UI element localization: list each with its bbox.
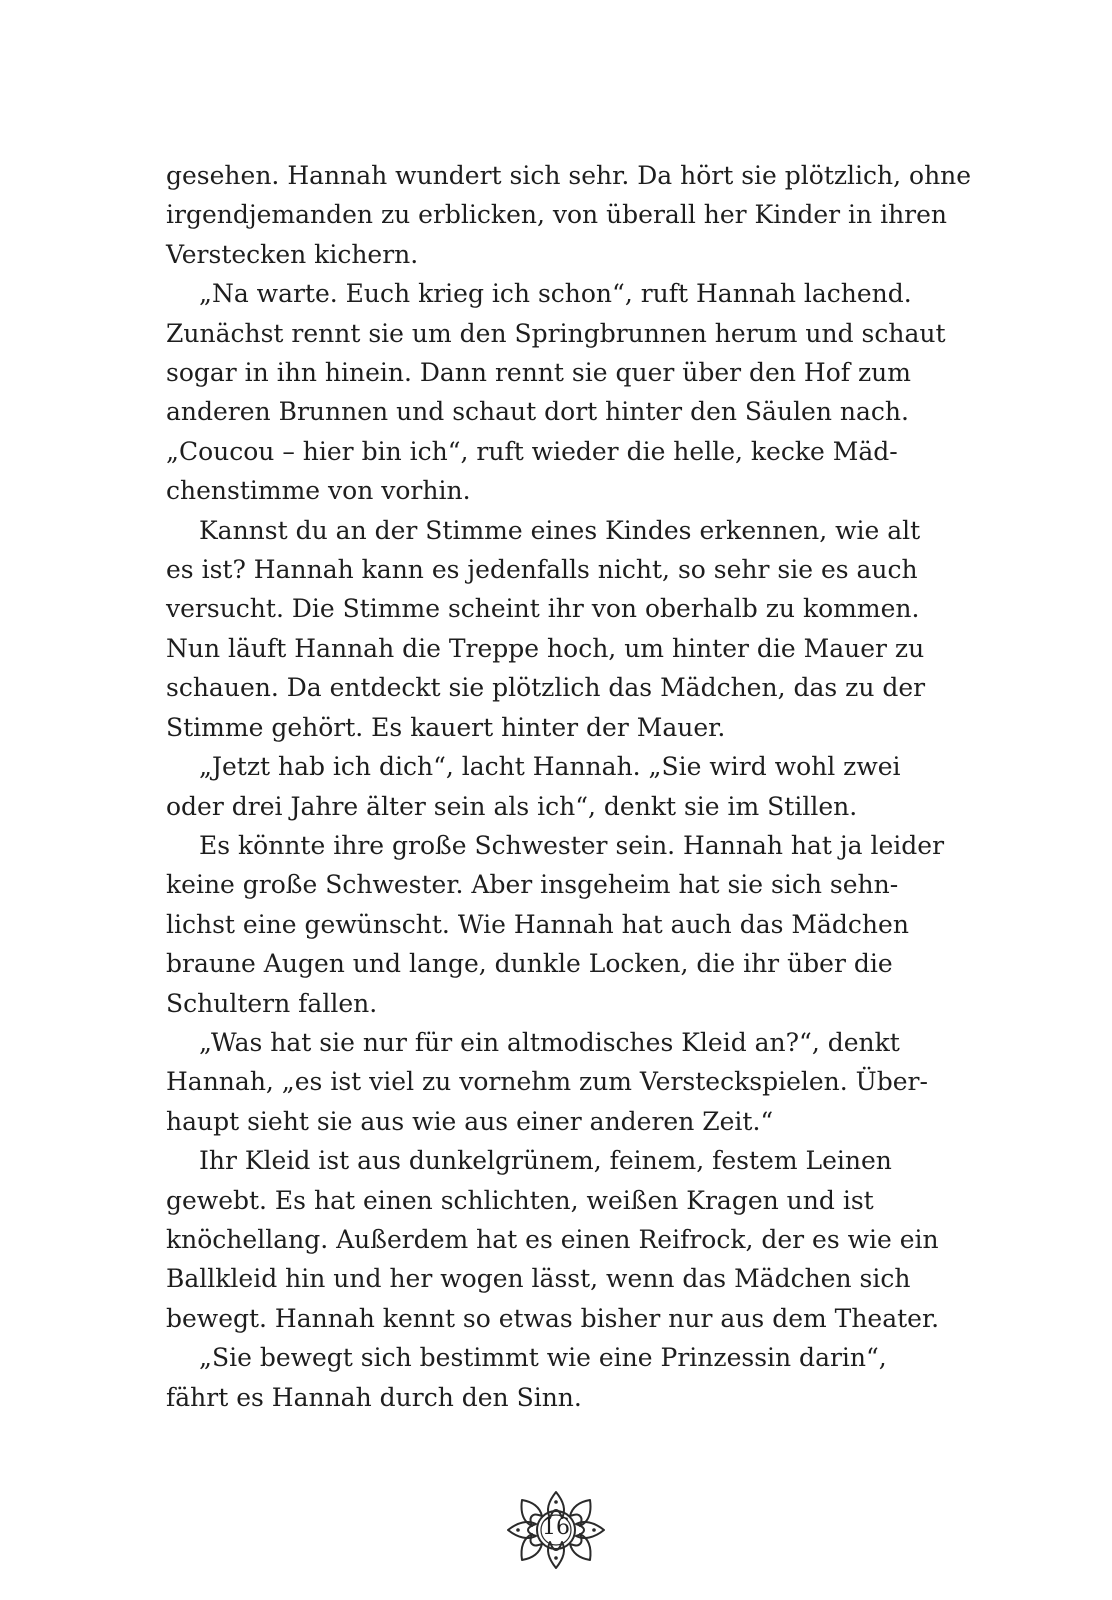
text-line: Es könnte ihre große Schwester sein. Hannah hat ja leider (199, 830, 945, 860)
page-number: 16 (542, 1515, 570, 1540)
text-line: „Was hat sie nur für ein altmodisches Kleid an?“, denkt (199, 1027, 900, 1057)
text-line: gewebt. Es hat einen schlichten, weißen Kragen und ist (166, 1185, 874, 1215)
text-line: keine große Schwester. Aber insgeheim hat sie sich sehn- (166, 870, 899, 900)
text-line: chenstimme von vorhin. (166, 476, 471, 506)
text-line: versucht. Die Stimme scheint ihr von oberhalb zu kommen. (166, 594, 920, 624)
text-line: oder drei Jahre älter sein als ich“, denkt sie im Stillen. (166, 791, 858, 821)
text-line: haupt sieht sie aus wie aus einer anderen Zeit.“ (166, 1106, 774, 1136)
text-line: Hannah, „es ist viel zu vornehm zum Versteckspielen. Über- (166, 1067, 928, 1097)
text-line: „Sie bewegt sich bestimmt wie eine Prinzessin darin“, (199, 1343, 887, 1373)
text-line: lichst eine gewünscht. Wie Hannah hat auch das Mädchen (166, 909, 909, 939)
text-line: es ist? Hannah kann es jedenfalls nicht, so sehr sie es auch (166, 555, 918, 585)
text-line: Ihr Kleid ist aus dunkelgrünem, feinem, festem Leinen (199, 1146, 892, 1176)
text-line: Nun läuft Hannah die Treppe hoch, um hinter die Mauer zu (166, 633, 925, 663)
text-line: „Coucou – hier bin ich“, ruft wieder die helle, kecke Mäd- (166, 436, 898, 466)
text-line: bewegt. Hannah kennt so etwas bisher nur aus dem Theater. (166, 1303, 940, 1333)
text-line: Stimme gehört. Es kauert hinter der Mauer. (166, 712, 726, 742)
text-line: irgendjemanden zu erblicken, von überall her Kinder in ihren (166, 200, 948, 230)
body-text (166, 156, 972, 1417)
text-line: Zunächst rennt sie um den Springbrunnen herum und schaut (166, 318, 946, 348)
text-line: schauen. Da entdeckt sie plötzlich das Mädchen, das zu der (166, 673, 926, 703)
text-line: gesehen. Hannah wundert sich sehr. Da hört sie plötzlich, ohne (166, 161, 972, 190)
text-line: anderen Brunnen und schaut dort hinter den Säulen nach. (166, 397, 909, 427)
text-line: braune Augen und lange, dunkle Locken, die ihr über die (166, 949, 893, 979)
text-line: fährt es Hannah durch den Sinn. (166, 1382, 582, 1412)
text-line: „Jetzt hab ich dich“, lacht Hannah. „Sie wird wohl zwei (199, 752, 901, 782)
text-line: „Na warte. Euch krieg ich schon“, ruft Hannah lachend. (199, 279, 912, 309)
text-line: Schultern fallen. (166, 988, 378, 1018)
text-line: sogar in ihn hinein. Dann rennt sie quer über den Hof zum (166, 358, 911, 388)
text-line: Kannst du an der Stimme eines Kindes erkennen, wie alt (199, 515, 921, 545)
text-line: Ballkleid hin und her wogen lässt, wenn das Mädchen sich (166, 1264, 911, 1294)
text-line: Verstecken kichern. (166, 239, 419, 269)
text-line: knöchellang. Außerdem hat es einen Reifrock, der es wie ein (166, 1224, 939, 1254)
